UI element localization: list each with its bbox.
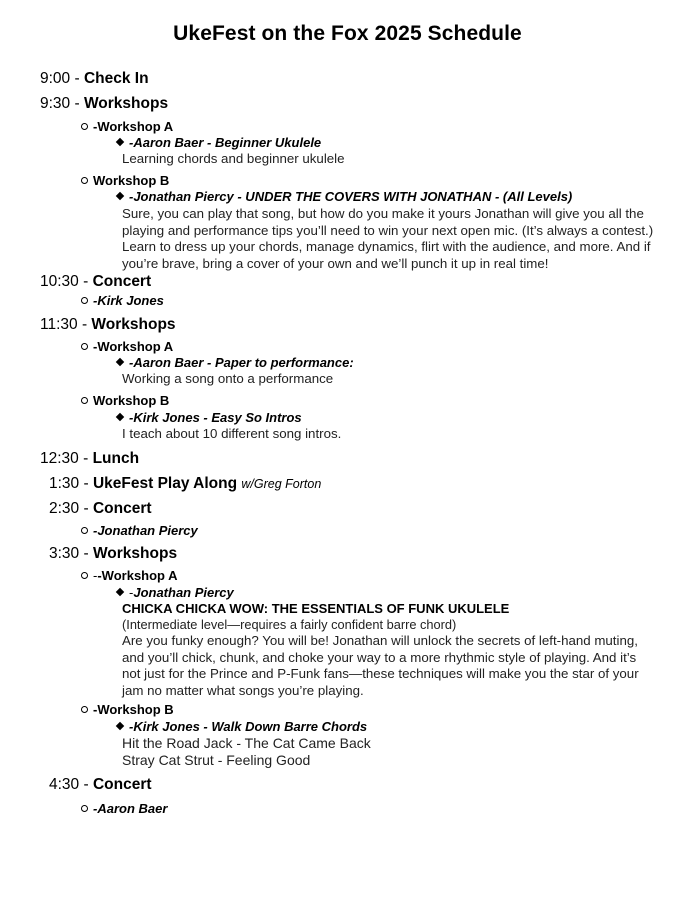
diamond-bullet-icon xyxy=(116,192,124,200)
slot-check-in xyxy=(40,70,149,88)
workshop-label: Workshop B xyxy=(93,393,170,408)
slot-time: 12:30 - xyxy=(40,450,93,467)
diamond-bullet-icon xyxy=(116,722,124,730)
workshop-description: I teach about 10 different song intros. xyxy=(122,426,342,441)
workshop-a-930 xyxy=(81,119,173,134)
slot-name: Workshops xyxy=(83,95,169,112)
circle-bullet-icon xyxy=(81,343,88,350)
slot-lunch xyxy=(40,450,139,468)
workshop-description: Learning chords and beginner ukulele xyxy=(122,151,345,166)
slot-workshops-930 xyxy=(40,95,168,113)
slot-name: Lunch xyxy=(92,450,140,467)
presenter-1130-a xyxy=(116,355,354,370)
song-list-1: Hit the Road Jack - The Cat Came Back xyxy=(122,735,371,751)
slot-time: 4:30 - xyxy=(49,776,93,793)
slot-time: 10:30 - xyxy=(40,273,93,290)
presenter-name: -Jonathan Piercy - UNDER THE COVERS WITH JONATHAN - (All Levels) xyxy=(129,189,573,204)
slot-workshops-1130 xyxy=(40,316,176,334)
presenter-name: -Kirk Jones - Easy So Intros xyxy=(129,410,302,425)
performer-230 xyxy=(81,523,198,538)
workshop-a-330 xyxy=(81,568,178,583)
presenter-dash: - xyxy=(129,585,134,600)
workshop-title: CHICKA CHICKA WOW: THE ESSENTIALS OF FUNK UKULELE xyxy=(122,601,510,616)
slot-name: Workshops xyxy=(92,545,178,562)
presenter-name: -Kirk Jones - Walk Down Barre Chords xyxy=(129,719,368,734)
slot-time: 9:00 - xyxy=(40,70,84,87)
workshop-label: -Workshop A xyxy=(93,339,174,354)
circle-bullet-icon xyxy=(81,805,88,812)
slot-time: 1:30 - xyxy=(49,475,93,492)
workshop-b-930 xyxy=(81,173,169,188)
slot-time: 11:30 - xyxy=(40,316,92,333)
presenter-name: -Aaron Baer - Beginner Ukulele xyxy=(129,135,322,150)
slot-name: Concert xyxy=(92,273,152,290)
presenter-330-b xyxy=(116,719,367,734)
performer-name: -Jonathan Piercy xyxy=(93,523,198,538)
circle-bullet-icon xyxy=(81,527,88,534)
workshop-b-1130 xyxy=(81,393,169,408)
workshop-a-1130 xyxy=(81,339,173,354)
workshop-description: Sure, you can play that song, but how do you make it yours Jonathan will give you all the playing and performance tips you’ll need to win your next open mic. (It’s always a contest.) Learn to dress up your chords, manage dynamics, flirt with the audience, and more. And if you’re brave, bring a cover of your own and we’ll punch it up in real time! xyxy=(122,206,654,271)
workshop-label: -Workshop A xyxy=(97,568,178,583)
presenter-name: Jonathan Piercy xyxy=(133,585,234,600)
performer-430 xyxy=(81,801,167,816)
slot-time: 3:30 - xyxy=(49,545,93,562)
slot-name: UkeFest Play Along xyxy=(92,475,238,492)
circle-bullet-icon xyxy=(81,297,88,304)
slot-concert-430 xyxy=(49,776,152,794)
presenter-name: -Aaron Baer - Paper to performance: xyxy=(129,355,354,370)
circle-bullet-icon xyxy=(81,397,88,404)
workshop-dash: - xyxy=(93,568,98,583)
slot-name: Check In xyxy=(83,70,149,87)
performer-1030 xyxy=(81,293,164,308)
workshop-b-330 xyxy=(81,702,174,717)
workshop-label: -Workshop A xyxy=(93,119,174,134)
slot-name: Workshops xyxy=(91,316,176,333)
diamond-bullet-icon xyxy=(116,138,124,146)
circle-bullet-icon xyxy=(81,706,88,713)
song-list-2: Stray Cat Strut - Feeling Good xyxy=(122,752,311,768)
diamond-bullet-icon xyxy=(116,413,124,421)
slot-workshops-330 xyxy=(49,545,177,563)
circle-bullet-icon xyxy=(81,177,88,184)
workshop-level: (Intermediate level—requires a fairly confident barre chord) xyxy=(122,617,457,632)
slot-time: 9:30 - xyxy=(40,95,84,112)
slot-name: Concert xyxy=(92,500,152,517)
workshop-description: Are you funky enough? You will be! Jonathan will unlock the secrets of left-hand muting, and you’ll chick, chunk, and choke your way to a more rhythmic style of playing. And it’s not just for the Prince and P-Funk fans—these techniques will make you the star of your jam no matter what songs you’re playing. xyxy=(122,633,639,698)
slot-extra: w/Greg Forton xyxy=(241,477,322,491)
presenter-330-a xyxy=(116,585,234,600)
slot-play-along xyxy=(49,475,321,493)
workshop-description: Working a song onto a performance xyxy=(122,371,334,386)
circle-bullet-icon xyxy=(81,123,88,130)
performer-name: -Aaron Baer xyxy=(93,801,168,816)
workshop-label: Workshop B xyxy=(93,173,170,188)
presenter-1130-b xyxy=(116,410,302,425)
slot-concert-230 xyxy=(49,500,152,518)
workshop-heading xyxy=(122,601,509,616)
slot-concert-1030 xyxy=(40,273,151,291)
slot-time: 2:30 - xyxy=(49,500,93,517)
page-title: UkeFest on the Fox 2025 Schedule xyxy=(173,22,522,45)
slot-name: Concert xyxy=(92,776,152,793)
performer-name: -Kirk Jones xyxy=(93,293,164,308)
diamond-bullet-icon xyxy=(116,588,124,596)
circle-bullet-icon xyxy=(81,572,88,579)
workshop-label: -Workshop B xyxy=(93,702,174,717)
presenter-930-b xyxy=(116,189,572,204)
diamond-bullet-icon xyxy=(116,358,124,366)
presenter-930-a xyxy=(116,135,321,150)
